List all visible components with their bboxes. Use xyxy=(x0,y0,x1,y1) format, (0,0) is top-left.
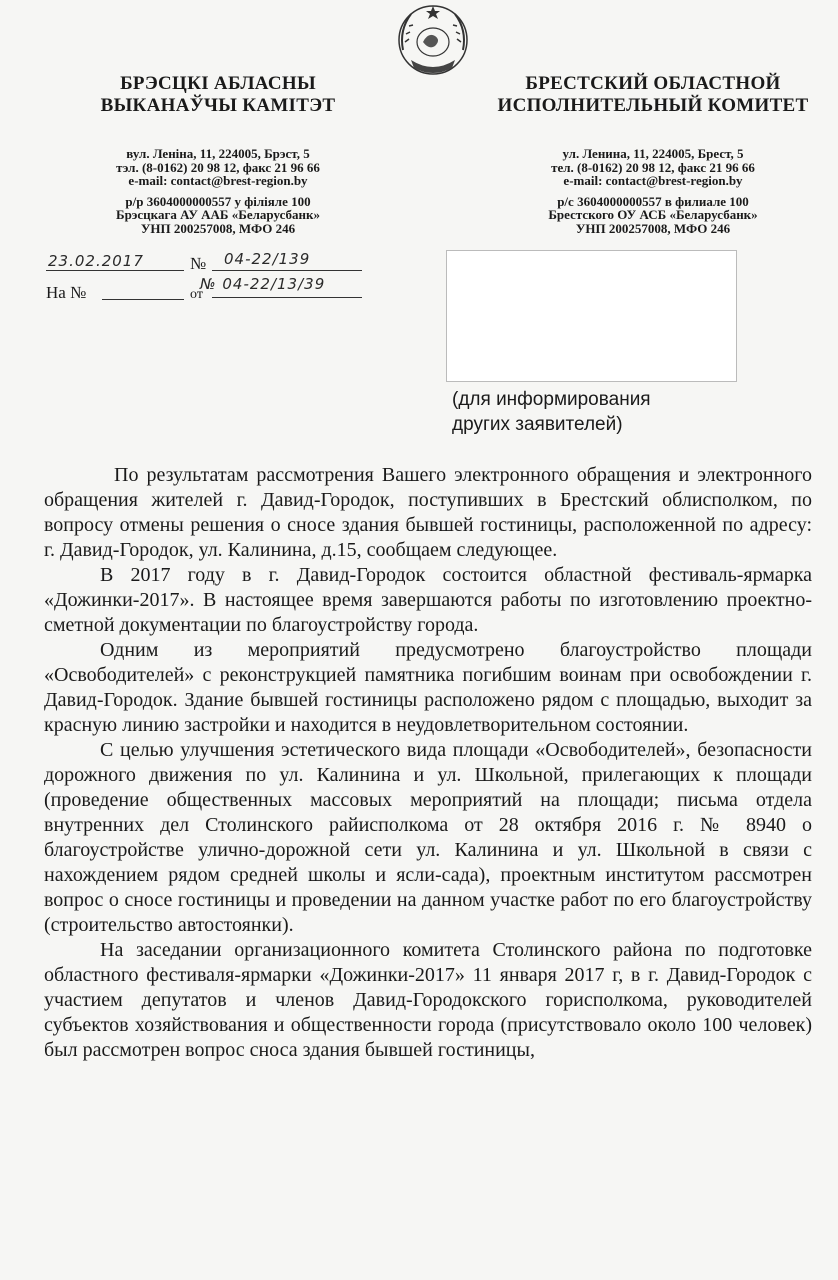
right-header-title-2: ИСПОЛНИТЕЛЬНЫЙ КОМИТЕТ xyxy=(497,95,809,116)
outgoing-date: 23.02.2017 xyxy=(48,252,144,270)
addressee-line-1: (для информирования xyxy=(452,389,651,410)
letter-body xyxy=(44,463,812,1063)
paragraph: По результатам рассмотрения Вашего электронного обращения и электронного обращения жителей г. Давид-Городок, поступивших в Брестский облисполком, по вопросу отмены решения о сносе здания бывшей гостиницы, расположенной по адресу: г. Давид-Городок, ул. Калинина, д.15, сообщаем следующее. xyxy=(44,464,812,561)
left-header-email: e-mail: contact@brest-region.by xyxy=(128,173,308,188)
outgoing-number: 04-22/139 xyxy=(224,250,311,268)
from-underline xyxy=(212,297,362,298)
number-label: № xyxy=(190,254,207,273)
left-header xyxy=(68,73,368,235)
belarus-state-emblem-icon xyxy=(393,2,473,78)
left-header-title-1: БРЭСЦКІ АБЛАСНЫ xyxy=(120,73,316,94)
right-header-address: ул. Ленина, 11, 224005, Брест, 5 xyxy=(562,146,744,161)
paragraph: С целью улучшения эстетического вида площади «Освободителей», безопасности дорожного движения по ул. Калинина и ул. Школьной, прилегающих к площади (проведение общественных массовых мероприятий на площади; письма отдела внутренних дел Столинского райисполкома от 28 октября 2016 г. № 8940 о благоустройстве улично-дорожной сети ул. Калинина и ул. Школьной в связи с нахождением рядом средней школы и ясли-сада), проектным институтом рассмотрен вопрос о сносе гостиницы и проведении на данном участке работ по его благоустройству (строительство автостоянки). xyxy=(44,739,812,936)
left-header-title-2: ВЫКАНАЎЧЫ КАМІТЭТ xyxy=(100,95,336,116)
addressee-line-2: других заявителей) xyxy=(452,414,623,435)
left-header-bank: Брэсцкага АУ ААБ «Беларусбанк» xyxy=(115,207,321,222)
paragraph: Одним из мероприятий предусмотрено благоустройство площади «Освободителей» с реконструкцией памятника погибшим воинам при освобождении г. Давид-Городок. Здание бывшей гостиницы расположено рядом с площадью, выходит за красную линию застройки и находится в неудовлетворительном состоянии. xyxy=(44,639,812,736)
reply-label: На № xyxy=(46,283,87,302)
right-header-bank: Брестского ОУ АСБ «Беларусбанк» xyxy=(548,207,758,222)
left-header-address: вул. Леніна, 11, 224005, Брэст, 5 xyxy=(126,146,310,161)
paragraph: В 2017 году в г. Давид-Городок состоится областной фестиваль-ярмарка «Дожинки-2017». В настоящее время завершаются работы по изготовлению проектно-сметной документации по благоустройству города. xyxy=(44,564,812,636)
redacted-recipient xyxy=(446,250,737,382)
paragraph: На заседании организационного комитета Столинского района по подготовке областного фестиваля-ярмарки «Дожинки-2017» 11 января 2017 г, в г. Давид-Городок с участием депутатов и членов Давид-Городокского горисполкома, руководителей субъектов хозяйствования и общественности города (присутствовало около 100 человек) был рассмотрен вопрос сноса здания бывшей гостиницы, xyxy=(44,939,812,1061)
right-header-account: р/с 3604000000557 в филиале 100 xyxy=(557,193,749,209)
right-header-unp: УНП 200257008, МФО 246 xyxy=(575,220,731,236)
right-header-phone: тел. (8-0162) 20 98 12, факс 21 96 66 xyxy=(551,159,755,175)
left-header-account: р/р 3604000000557 у філіяле 100 xyxy=(125,193,311,209)
reply-number: № 04-22/13/39 xyxy=(200,275,326,293)
left-header-phone: тэл. (8-0162) 20 98 12, факс 21 96 66 xyxy=(116,159,320,175)
from-label: от xyxy=(190,287,203,302)
date-underline xyxy=(46,270,184,271)
right-header-email: e-mail: contact@brest-region.by xyxy=(563,173,743,188)
right-header-title-1: БРЕСТСКИЙ ОБЛАСТНОЙ xyxy=(525,73,781,94)
addressee-note xyxy=(452,387,651,437)
right-header xyxy=(488,73,818,235)
left-header-unp: УНП 200257008, МФО 246 xyxy=(140,220,296,236)
reply-underline xyxy=(102,299,184,300)
number-underline xyxy=(212,270,362,271)
